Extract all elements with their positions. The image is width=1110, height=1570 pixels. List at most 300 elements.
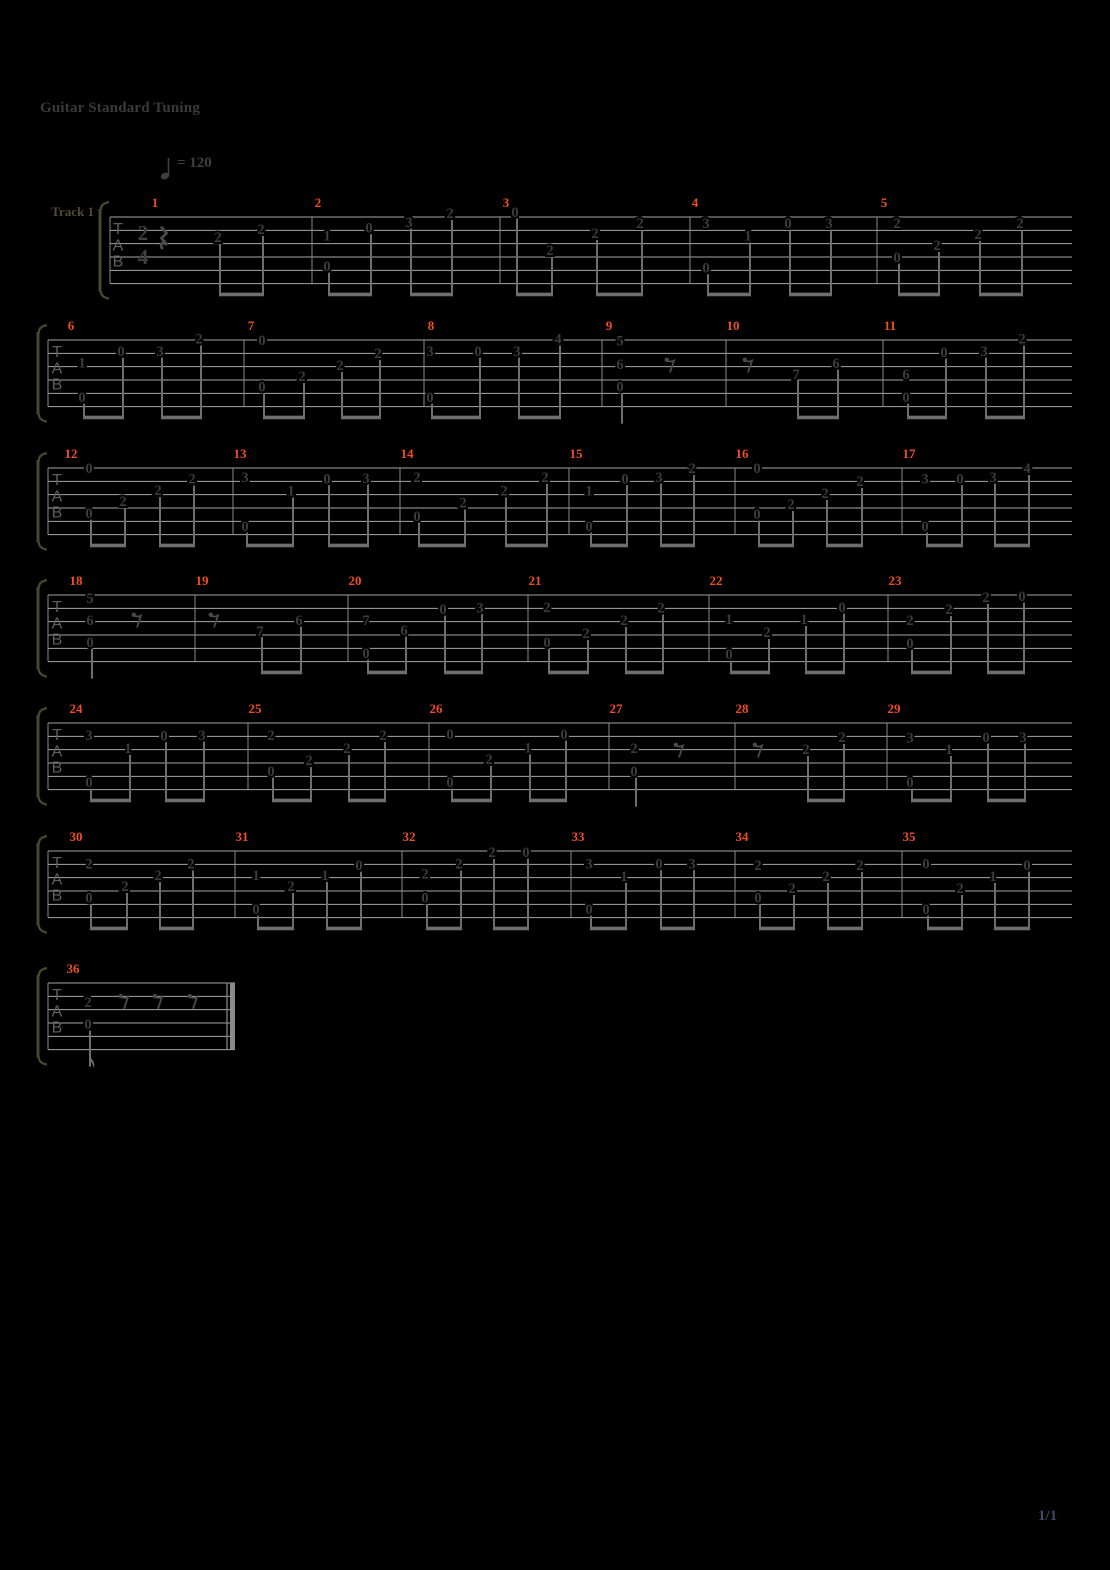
- tab-clef-letter: A: [51, 488, 63, 506]
- bracket-hook-bottom: [39, 414, 47, 422]
- measure-number: 17: [902, 446, 916, 461]
- tab-system: [38, 829, 1072, 933]
- beam: [348, 799, 386, 803]
- fret-number: 3: [241, 470, 249, 487]
- measure-number: 6: [67, 318, 75, 333]
- fret-number: 1: [524, 740, 532, 757]
- fret-number: 1: [323, 228, 331, 245]
- fret-number: 3: [513, 344, 521, 361]
- beam: [529, 799, 567, 803]
- measure-number: 3: [502, 195, 510, 210]
- fret-number: 3: [1019, 729, 1027, 746]
- beam: [911, 671, 952, 675]
- fret-number: 4: [1023, 460, 1031, 477]
- fret-number: 1: [744, 228, 752, 245]
- tab-clef-letter: A: [112, 237, 124, 255]
- fret-number: 0: [86, 635, 94, 652]
- beam: [926, 544, 963, 548]
- beam: [431, 416, 481, 420]
- beam: [90, 927, 128, 931]
- page-indicator: 1/1: [1038, 1508, 1058, 1524]
- beam: [826, 544, 863, 548]
- fret-number: 0: [1023, 857, 1031, 874]
- fret-number: 2: [188, 471, 196, 488]
- measure-number: 24: [69, 701, 83, 716]
- beam: [987, 671, 1025, 675]
- measure-number: 35: [902, 829, 916, 844]
- fret-number: 0: [446, 727, 454, 744]
- fret-number: 2: [822, 869, 830, 886]
- tab-clef-letter: T: [52, 471, 62, 489]
- fret-number: 2: [893, 215, 901, 232]
- fret-number: 2: [546, 243, 554, 260]
- fret-number: 0: [543, 635, 551, 652]
- measure-number: 20: [348, 573, 362, 588]
- fret-number: 3: [702, 215, 710, 232]
- beam: [263, 416, 305, 420]
- fret-number: 3: [85, 727, 93, 744]
- tab-clef-letter: T: [52, 343, 62, 361]
- beam: [165, 799, 205, 803]
- fret-number: 0: [160, 728, 168, 745]
- beam: [159, 927, 194, 931]
- fret-number: 0: [725, 647, 733, 664]
- fret-number: 3: [688, 856, 696, 873]
- bracket-hook-top: [101, 202, 109, 210]
- fret-number: 2: [488, 845, 496, 862]
- bracket-hook-top: [39, 325, 47, 333]
- fret-number: 0: [922, 901, 930, 918]
- fret-number: 0: [585, 518, 593, 535]
- beam: [759, 927, 795, 931]
- fret-number: 6: [832, 356, 840, 373]
- eighth-rest-icon: [190, 996, 198, 1009]
- fret-number: 3: [989, 470, 997, 487]
- fret-number: 4: [554, 331, 562, 348]
- beam: [516, 293, 553, 297]
- measure-number: 4: [691, 195, 699, 210]
- tab-clef-letter: A: [51, 871, 63, 889]
- fret-number: 3: [921, 471, 929, 488]
- fret-number: 1: [78, 355, 86, 372]
- measure-number: 25: [248, 701, 262, 716]
- fret-number: 2: [688, 460, 696, 477]
- fret-number: 1: [287, 483, 295, 500]
- fret-number: 2: [906, 613, 914, 630]
- bracket-hook-top: [39, 836, 47, 844]
- measure-number: 1: [151, 195, 159, 210]
- fret-number: 2: [459, 495, 467, 512]
- fret-number: 2: [787, 496, 795, 513]
- fret-number: 0: [117, 344, 125, 361]
- beam: [625, 671, 664, 675]
- fret-number: 0: [702, 260, 710, 277]
- fret-number: 0: [906, 775, 914, 792]
- fret-number: 2: [754, 857, 762, 874]
- fret-number: 7: [256, 623, 264, 640]
- fret-number: 1: [989, 869, 997, 886]
- fret-number: 1: [945, 741, 953, 758]
- beam: [505, 544, 548, 548]
- eighth-rest-icon: [755, 745, 763, 758]
- measure-number: 28: [735, 701, 749, 716]
- final-barline-thick: [230, 983, 235, 1050]
- fret-number: 2: [187, 856, 195, 873]
- fret-number: 2: [636, 215, 644, 232]
- bracket-hook-bottom: [39, 669, 47, 677]
- beam: [246, 544, 294, 548]
- fret-number: 0: [258, 332, 266, 349]
- beam: [807, 799, 845, 803]
- beam: [979, 293, 1023, 297]
- fret-number: 2: [214, 229, 222, 246]
- fret-number: 2: [305, 753, 313, 770]
- fret-number: 2: [85, 856, 93, 873]
- fret-number: 3: [156, 344, 164, 361]
- beam: [161, 416, 202, 420]
- fret-number: 2: [591, 225, 599, 242]
- fret-number: 2: [500, 483, 508, 500]
- fret-number: 6: [400, 623, 408, 640]
- fret-number: 2: [945, 601, 953, 618]
- fret-number: 0: [323, 259, 331, 276]
- beam: [789, 293, 832, 297]
- fret-number: 2: [630, 741, 638, 758]
- fret-number: 0: [446, 775, 454, 792]
- measure-number: 36: [66, 961, 80, 976]
- measure-number: 31: [235, 829, 249, 844]
- fret-number: 0: [655, 856, 663, 873]
- fret-number: 2: [856, 474, 864, 491]
- measure-number: 34: [735, 829, 749, 844]
- fret-number: 2: [421, 866, 429, 883]
- fret-number: 3: [198, 727, 206, 744]
- fret-number: 2: [195, 331, 203, 348]
- tab-system: [38, 961, 235, 1069]
- fret-number: 0: [838, 599, 846, 616]
- tab-clef-letter: A: [51, 615, 63, 633]
- fret-number: 2: [154, 867, 162, 884]
- fret-number: 0: [85, 506, 93, 523]
- fret-number: 2: [802, 741, 810, 758]
- fret-number: 2: [838, 729, 846, 746]
- bracket-hook-bottom: [39, 925, 47, 933]
- measure-number: 12: [64, 446, 78, 461]
- beam: [590, 927, 627, 931]
- fret-number: 0: [754, 890, 762, 907]
- beam: [90, 544, 126, 548]
- fret-number: 0: [426, 390, 434, 407]
- tab-clef-letter: T: [52, 598, 62, 616]
- tempo-value: = 120: [177, 155, 212, 171]
- fret-number: 2: [485, 751, 493, 768]
- track-label: Track 1: [51, 204, 94, 219]
- fret-number: 5: [86, 591, 94, 608]
- fret-number: 2: [343, 741, 351, 758]
- tab-clef-letter: B: [51, 887, 63, 905]
- tab-system: [100, 195, 1072, 299]
- beam: [341, 416, 381, 420]
- measure-number: 29: [887, 701, 901, 716]
- beam: [444, 671, 483, 675]
- beam: [426, 927, 462, 931]
- measure-number: 11: [883, 318, 897, 333]
- beam: [596, 293, 643, 297]
- measure-number: 22: [709, 573, 723, 588]
- tab-clef-letter: B: [51, 376, 63, 394]
- fret-number: 0: [902, 390, 910, 407]
- fret-number: 2: [856, 857, 864, 874]
- measure-number: 2: [314, 195, 322, 210]
- eighth-rest-icon: [155, 996, 163, 1009]
- fret-number: 2: [657, 600, 665, 617]
- beam: [660, 544, 695, 548]
- fret-number: 0: [267, 763, 275, 780]
- fret-number: 2: [1016, 215, 1024, 232]
- fret-number: 0: [355, 857, 363, 874]
- bracket-hook-top: [39, 968, 47, 976]
- fret-number: 0: [753, 506, 761, 523]
- fret-number: 6: [86, 613, 94, 630]
- tab-system: [38, 318, 1072, 424]
- measure-number: 13: [233, 446, 247, 461]
- fret-number: 2: [119, 494, 127, 511]
- fret-number: 0: [84, 1017, 92, 1034]
- tab-clef-letter: B: [51, 759, 63, 777]
- beam: [797, 416, 839, 420]
- bracket-hook-top: [39, 708, 47, 716]
- beam: [927, 927, 963, 931]
- tab-clef-letter: T: [52, 726, 62, 744]
- measure-number: 9: [605, 318, 613, 333]
- tab-clef-letter: T: [52, 854, 62, 872]
- measure-number: 15: [569, 446, 583, 461]
- fret-number: 2: [620, 613, 628, 630]
- tab-clef-letter: A: [51, 743, 63, 761]
- fret-number: 0: [585, 901, 593, 918]
- beam: [730, 671, 770, 675]
- fret-number: 0: [982, 729, 990, 746]
- bracket-hook-bottom: [101, 291, 109, 299]
- fret-number: 7: [362, 613, 370, 630]
- measure-number: 27: [609, 701, 623, 716]
- bracket-hook-bottom: [39, 542, 47, 550]
- measure-number: 16: [735, 446, 749, 461]
- bracket-hook-bottom: [39, 1057, 47, 1065]
- fret-number: 0: [323, 471, 331, 488]
- fret-number: 2: [933, 237, 941, 254]
- tab-clef-letter: B: [51, 504, 63, 522]
- beam: [451, 799, 492, 803]
- bracket-hook-bottom: [39, 797, 47, 805]
- measure-number: 33: [571, 829, 585, 844]
- beam: [328, 544, 369, 548]
- measure-number: 23: [888, 573, 902, 588]
- beam: [83, 416, 124, 420]
- fret-number: 1: [800, 611, 808, 628]
- fret-number: 0: [241, 518, 249, 535]
- tab-system: [38, 446, 1072, 550]
- beam: [326, 927, 362, 931]
- fret-number: 0: [621, 471, 629, 488]
- fret-number: 2: [543, 599, 551, 616]
- fret-number: 2: [455, 856, 463, 873]
- fret-number: 1: [252, 867, 260, 884]
- fret-number: 0: [511, 205, 519, 222]
- fret-number: 3: [476, 600, 484, 617]
- beam: [493, 927, 529, 931]
- fret-number: 6: [616, 356, 624, 373]
- measure-number: 14: [400, 446, 414, 461]
- fret-number: 0: [362, 645, 370, 662]
- beam: [261, 671, 302, 675]
- fret-number: 2: [121, 879, 129, 896]
- tab-system: [38, 701, 1072, 807]
- fret-number: 3: [362, 470, 370, 487]
- time-signature-bottom: 4: [137, 244, 149, 269]
- beam: [518, 416, 561, 420]
- fret-number: 0: [784, 215, 792, 232]
- beam: [707, 293, 751, 297]
- bracket-hook-top: [39, 580, 47, 588]
- eighth-rest-icon: [121, 996, 129, 1009]
- fret-number: 2: [379, 727, 387, 744]
- fret-number: 0: [616, 379, 624, 396]
- fret-number: 2: [287, 879, 295, 896]
- measure-number: 8: [427, 318, 435, 333]
- beam: [257, 927, 294, 931]
- fret-number: 1: [321, 867, 329, 884]
- fret-number: 2: [446, 205, 454, 222]
- fret-number: 1: [585, 483, 593, 500]
- beam: [410, 293, 453, 297]
- beam: [418, 544, 466, 548]
- fret-number: 2: [788, 881, 796, 898]
- fret-number: 2: [956, 881, 964, 898]
- fret-number: 3: [825, 215, 833, 232]
- fret-number: 0: [560, 727, 568, 744]
- fret-number: 3: [426, 344, 434, 361]
- time-signature-top: 2: [137, 220, 149, 245]
- fret-number: 0: [522, 845, 530, 862]
- tab-clef-letter: T: [52, 986, 62, 1004]
- fret-number: 0: [940, 344, 948, 361]
- measure-number: 26: [429, 701, 443, 716]
- fret-number: 0: [753, 460, 761, 477]
- fret-number: 2: [257, 221, 265, 238]
- beam: [219, 293, 264, 297]
- page-title: Guitar Standard Tuning: [40, 100, 201, 116]
- fret-number: 0: [85, 460, 93, 477]
- beam: [985, 416, 1025, 420]
- fret-number: 6: [902, 366, 910, 383]
- tab-clef-letter: B: [51, 631, 63, 649]
- fret-number: 2: [541, 470, 549, 487]
- beam: [90, 799, 131, 803]
- measure-number: 19: [195, 573, 209, 588]
- beam: [272, 799, 312, 803]
- beam: [548, 671, 589, 675]
- beam: [758, 544, 794, 548]
- fret-number: 0: [85, 775, 93, 792]
- fret-number: 3: [980, 344, 988, 361]
- beam: [994, 927, 1030, 931]
- fret-number: 0: [893, 249, 901, 266]
- fret-number: 0: [630, 763, 638, 780]
- measure-number: 30: [69, 829, 83, 844]
- fret-number: 2: [763, 625, 771, 642]
- beam: [994, 544, 1030, 548]
- beam: [987, 799, 1026, 803]
- measure-number: 18: [69, 573, 83, 588]
- fret-number: 0: [906, 635, 914, 652]
- fret-number: 2: [267, 727, 275, 744]
- fret-number: 2: [974, 227, 982, 244]
- beam: [367, 671, 407, 675]
- fret-number: 0: [421, 890, 429, 907]
- fret-number: 0: [956, 471, 964, 488]
- beam: [911, 799, 952, 803]
- beam: [590, 544, 628, 548]
- fret-number: 0: [439, 601, 447, 618]
- fret-number: 0: [921, 518, 929, 535]
- tab-clef-letter: B: [112, 253, 124, 271]
- fret-number: 3: [405, 215, 413, 232]
- tab-clef-letter: T: [113, 220, 123, 238]
- beam: [898, 293, 940, 297]
- tab-system: [38, 573, 1072, 679]
- fret-number: 0: [922, 856, 930, 873]
- fret-number: 2: [1018, 331, 1026, 348]
- beam: [660, 927, 695, 931]
- fret-number: 1: [620, 869, 628, 886]
- fret-number: 0: [258, 379, 266, 396]
- fret-number: 3: [655, 470, 663, 487]
- tab-clef-letter: A: [51, 360, 63, 378]
- fret-number: 0: [78, 390, 86, 407]
- fret-number: 2: [374, 346, 382, 363]
- fret-number: 7: [792, 366, 800, 383]
- measure-number: 5: [880, 195, 888, 210]
- fret-number: 5: [616, 333, 624, 350]
- bracket-hook-top: [39, 453, 47, 461]
- fret-number: 2: [821, 486, 829, 503]
- fret-number: 2: [298, 368, 306, 385]
- beam: [328, 293, 372, 297]
- fret-number: 2: [154, 482, 162, 499]
- fret-number: 0: [413, 508, 421, 525]
- fret-number: 2: [413, 470, 421, 487]
- eighth-rest-icon: [676, 745, 684, 758]
- fret-number: 1: [725, 611, 733, 628]
- measure-number: 21: [528, 573, 542, 588]
- fret-number: 2: [982, 589, 990, 606]
- beam: [907, 416, 947, 420]
- fret-number: 3: [585, 856, 593, 873]
- tab-clef-letter: A: [51, 1003, 63, 1021]
- fret-number: 2: [84, 994, 92, 1011]
- fret-number: 3: [906, 730, 914, 747]
- fret-number: 0: [85, 890, 93, 907]
- measure-number: 32: [402, 829, 416, 844]
- fret-number: 0: [365, 220, 373, 237]
- fret-number: 0: [252, 901, 260, 918]
- tab-clef-letter: B: [51, 1019, 63, 1037]
- measure-number: 10: [726, 318, 740, 333]
- fret-number: 2: [336, 358, 344, 375]
- measure-number: 7: [247, 318, 255, 333]
- beam: [805, 671, 845, 675]
